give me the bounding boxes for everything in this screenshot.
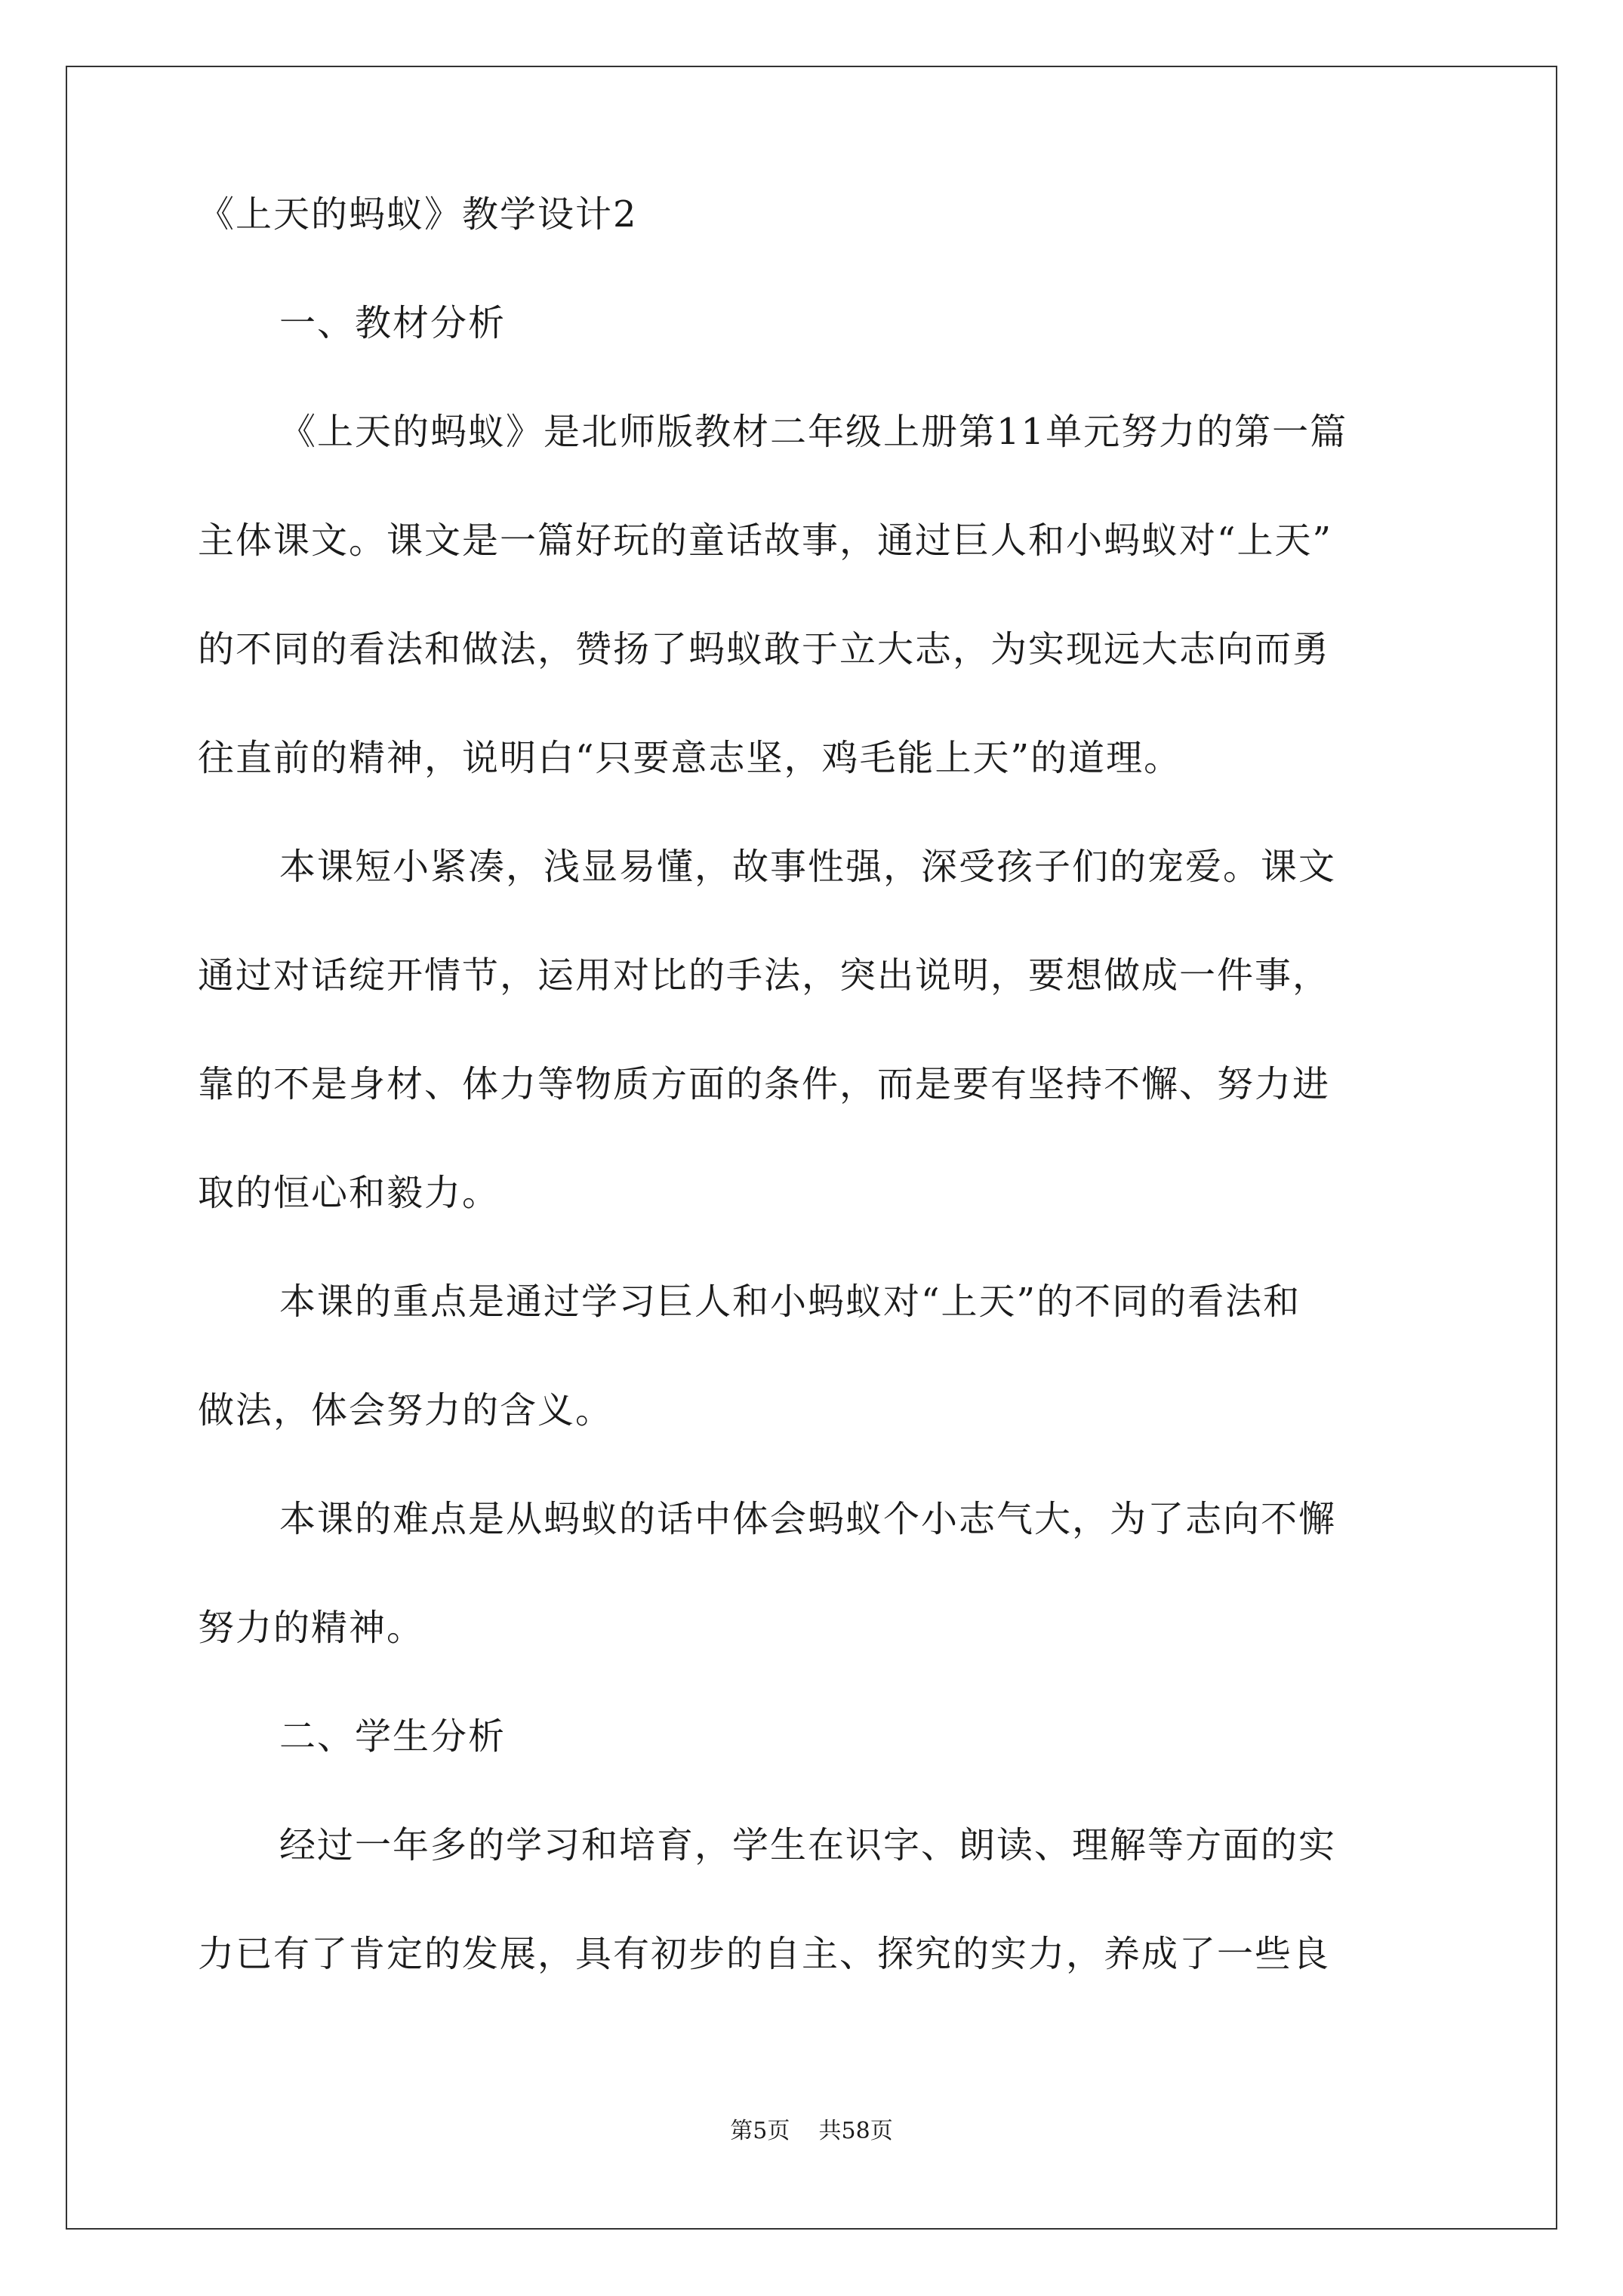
- paragraph-line: 往直前的精神，说明白“只要意志坚，鸡毛能上天”的道理。: [198, 737, 1182, 779]
- document-body: [198, 193, 1425, 2045]
- section-heading-materials: 一、教材分析: [279, 302, 507, 344]
- paragraph-line: 经过一年多的学习和培育，学生在识字、朗读、理解等方面的实: [279, 1824, 1337, 1866]
- paragraph-line: 努力的精神。: [198, 1607, 425, 1649]
- paragraph-line: 靠的不是身材、体力等物质方面的条件，而是要有坚持不懈、努力进: [198, 1063, 1331, 1105]
- paragraph-line: 通过对话绽开情节，运用对比的手法，突出说明，要想做成一件事，: [198, 954, 1331, 997]
- document-title: 《上天的蚂蚁》教学设计2: [198, 193, 638, 236]
- section-heading-students: 二、学生分析: [279, 1715, 507, 1758]
- paragraph-line: 的不同的看法和做法，赞扬了蚂蚁敢于立大志，为实现远大志向而勇: [198, 628, 1331, 670]
- paragraph-line: 主体课文。课文是一篇好玩的童话故事，通过巨人和小蚂蚁对“上天”: [198, 519, 1333, 562]
- page-number-footer: 第5页 共58页: [730, 2118, 893, 2144]
- paragraph-line: 本课短小紧凑，浅显易懂，故事性强，深受孩子们的宠爱。课文: [279, 846, 1337, 888]
- paragraph-line: 取的恒心和毅力。: [198, 1172, 500, 1214]
- paragraph-line: 本课的重点是通过学习巨人和小蚂蚁对“上天”的不同的看法和: [279, 1281, 1301, 1323]
- paragraph-line: 做法，体会努力的含义。: [198, 1389, 614, 1432]
- paragraph-line: 《上天的蚂蚁》是北师版教材二年级上册第11单元努力的第一篇: [279, 411, 1348, 453]
- paragraph-line: 力已有了肯定的发展，具有初步的自主、探究的实力，养成了一些良: [198, 1933, 1331, 1975]
- paragraph-line: 本课的难点是从蚂蚁的话中体会蚂蚁个小志气大，为了志向不懈: [279, 1498, 1337, 1540]
